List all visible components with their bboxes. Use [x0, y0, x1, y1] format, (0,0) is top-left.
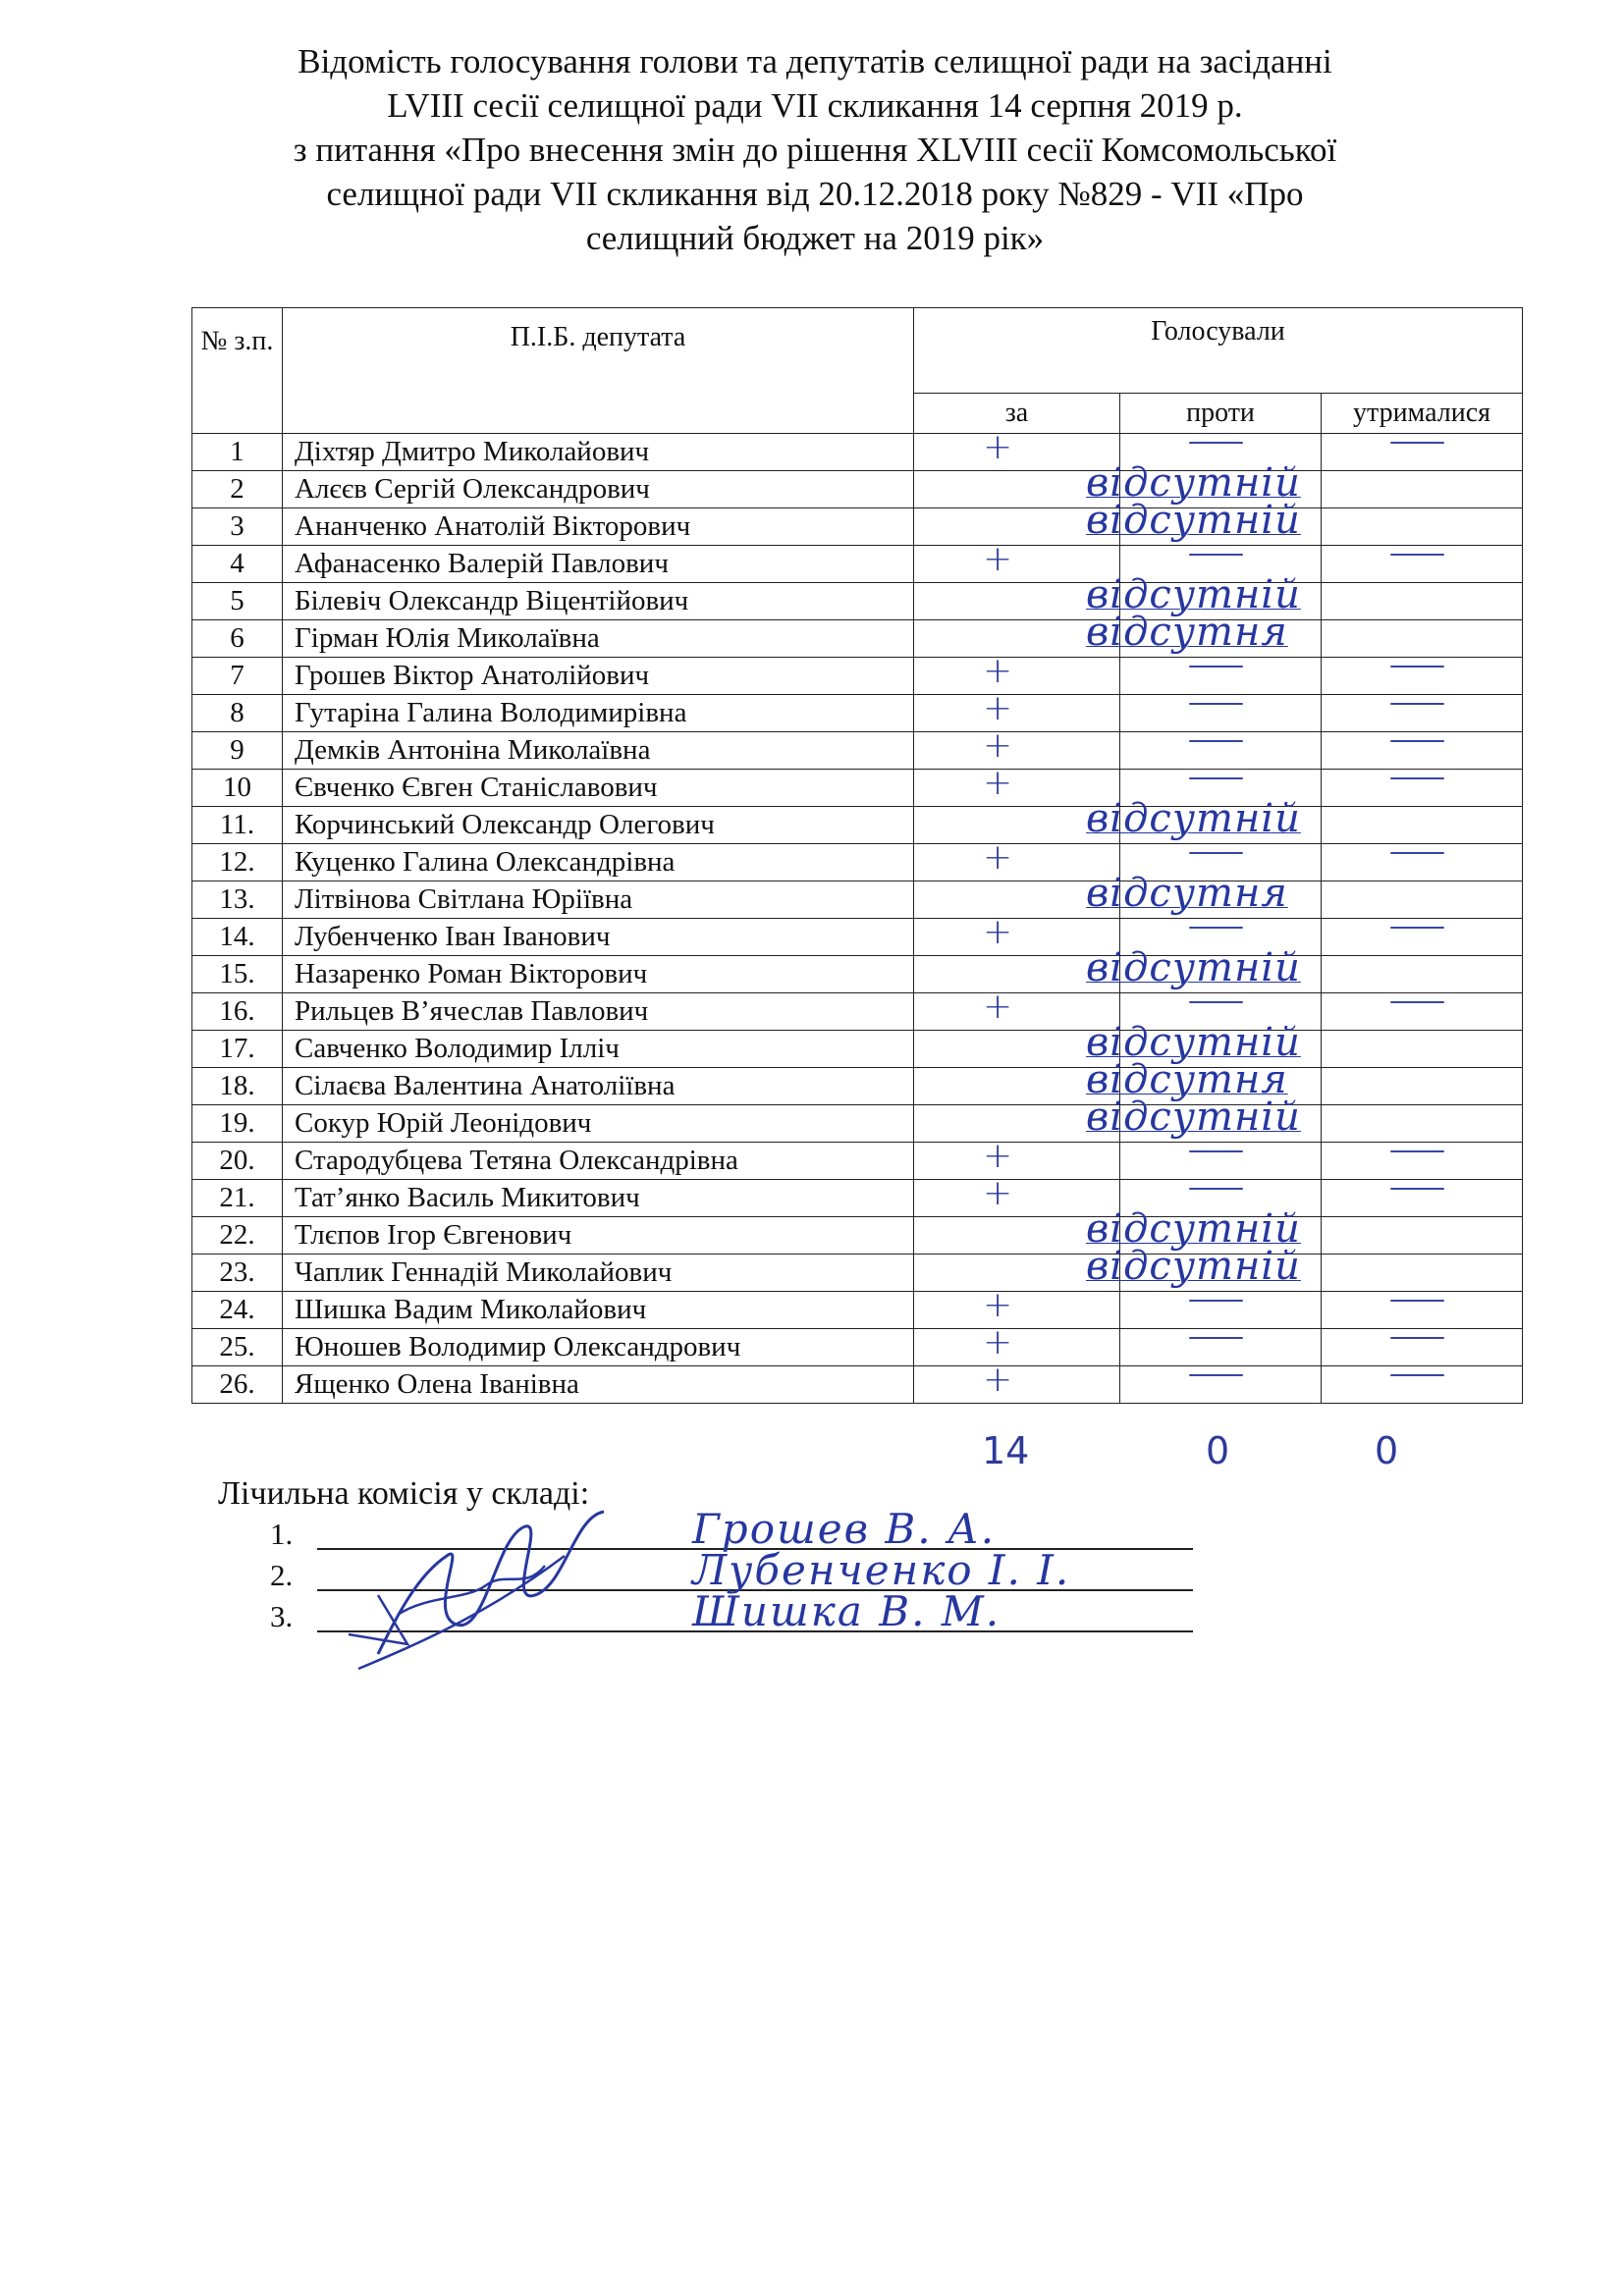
member-signature-name: Лубенченко І. І.	[692, 1546, 1071, 1594]
absent-note: відсутня	[1086, 1057, 1288, 1102]
deputy-name: Юношев Володимир Олександрович	[283, 1329, 914, 1366]
header-abstain: утрималися	[1322, 394, 1523, 434]
absent-note: відсутній	[1086, 498, 1301, 543]
vote-for-cell	[914, 1095, 1301, 1143]
absent-note: відсутній	[1086, 796, 1301, 841]
total-abstain: 0	[1375, 1429, 1399, 1472]
vote-abstain-cell	[1322, 471, 1523, 508]
dash-mark	[1189, 927, 1243, 929]
absent-note: відсутній	[1086, 1020, 1301, 1065]
table-row	[192, 1255, 1523, 1292]
dash-mark	[1390, 703, 1444, 705]
vote-against-cell	[1120, 1329, 1322, 1366]
vote-plus-mark: +	[983, 688, 1013, 728]
absent-note: відсутній	[1086, 572, 1301, 617]
vote-abstain-cell	[1322, 770, 1523, 807]
vote-plus-mark: +	[983, 1322, 1013, 1362]
deputy-name: Алєєв Сергій Олександрович	[283, 471, 914, 508]
member-signature-name: Шишка В. М.	[692, 1587, 1001, 1635]
row-number: 23.	[192, 1255, 283, 1292]
vote-abstain-cell	[1322, 993, 1523, 1031]
vote-for-cell	[914, 1136, 1120, 1180]
row-number: 10	[192, 770, 283, 807]
table-row	[192, 508, 1523, 546]
row-number: 22.	[192, 1217, 283, 1255]
row-number: 11.	[192, 807, 283, 844]
dash-mark	[1189, 442, 1243, 444]
dash-mark	[1390, 740, 1444, 742]
deputy-name: Сілаєва Валентина Анатоліївна	[283, 1068, 914, 1105]
vote-abstain-cell	[1322, 1292, 1523, 1329]
table-row	[192, 1105, 1523, 1143]
table-row	[192, 1180, 1523, 1217]
vote-for-cell	[914, 610, 1288, 658]
dash-mark	[1189, 703, 1243, 705]
row-number: 17.	[192, 1031, 283, 1068]
deputy-name: Корчинський Олександр Олегович	[283, 807, 914, 844]
row-number: 18.	[192, 1068, 283, 1105]
header-against: проти	[1120, 394, 1322, 434]
dash-mark	[1390, 1300, 1444, 1302]
vote-abstain-cell	[1322, 1068, 1523, 1105]
row-number: 3	[192, 508, 283, 546]
table-row	[192, 1143, 1523, 1180]
vote-plus-mark: +	[983, 539, 1013, 579]
member-number: 2.	[270, 1558, 294, 1592]
vote-abstain-cell	[1322, 1329, 1523, 1366]
deputy-name: Грошев Віктор Анатолійович	[283, 658, 914, 695]
vote-against-cell	[1120, 1143, 1322, 1180]
table-row	[192, 695, 1523, 732]
row-number: 15.	[192, 956, 283, 993]
row-number: 5	[192, 583, 283, 620]
deputy-name: Лубенченко Іван Іванович	[283, 919, 914, 956]
vote-abstain-cell	[1322, 1180, 1523, 1217]
deputy-name: Рильцев В’ячеслав Павлович	[283, 993, 914, 1031]
deputy-name: Сокур Юрій Леонідович	[283, 1105, 914, 1143]
header-for: за	[914, 394, 1120, 434]
vote-against-cell	[1120, 881, 1322, 919]
dash-mark	[1390, 852, 1444, 854]
table-row	[192, 807, 1523, 844]
table-row	[192, 919, 1523, 956]
row-number: 16.	[192, 993, 283, 1031]
dash-mark	[1390, 1337, 1444, 1339]
vote-abstain-cell	[1322, 1255, 1523, 1292]
table-row	[192, 956, 1523, 993]
table-row	[192, 1217, 1523, 1255]
table-row	[192, 546, 1523, 583]
dash-mark	[1390, 1188, 1444, 1190]
dash-mark	[1390, 442, 1444, 444]
vote-plus-mark: +	[983, 651, 1013, 691]
vote-abstain-cell	[1322, 583, 1523, 620]
deputy-name: Євченко Євген Станіславович	[283, 770, 914, 807]
row-number: 25.	[192, 1329, 283, 1366]
table-row	[192, 881, 1523, 919]
deputy-name: Шишка Вадим Миколайович	[283, 1292, 914, 1329]
row-number: 7	[192, 658, 283, 695]
vote-against-cell	[1120, 508, 1322, 546]
document-title	[187, 39, 1443, 260]
table-row	[192, 1366, 1523, 1404]
vote-against-cell	[1120, 658, 1322, 695]
vote-abstain-cell	[1322, 732, 1523, 770]
vote-against-cell	[1120, 956, 1322, 993]
dash-mark	[1390, 666, 1444, 667]
dash-mark	[1189, 1188, 1243, 1190]
vote-abstain-cell	[1322, 1105, 1523, 1143]
table-row	[192, 583, 1523, 620]
deputy-name: Демків Антоніна Миколаївна	[283, 732, 914, 770]
absent-note: відсутня	[1086, 610, 1288, 655]
vote-abstain-cell	[1322, 695, 1523, 732]
absent-note: відсутній	[1086, 945, 1301, 990]
vote-against-cell	[1120, 1366, 1322, 1404]
vote-against-cell	[1120, 732, 1322, 770]
title-line: Відомість голосування голови та депутатів селищної ради на засіданні	[298, 42, 1332, 80]
absent-note: відсутній	[1086, 1095, 1301, 1140]
vote-for-cell	[914, 871, 1288, 919]
vote-against-cell	[1120, 1292, 1322, 1329]
row-number: 8	[192, 695, 283, 732]
vote-against-cell	[1120, 620, 1322, 658]
vote-plus-mark: +	[983, 837, 1013, 878]
deputy-name: Білевіч Олександр Віцентійович	[283, 583, 914, 620]
dash-mark	[1189, 1374, 1243, 1376]
voting-table	[191, 307, 1523, 1404]
vote-for-cell	[914, 945, 1301, 993]
dash-mark	[1189, 554, 1243, 556]
vote-for-cell	[914, 1285, 1120, 1329]
deputy-name: Назаренко Роман Вікторович	[283, 956, 914, 993]
deputy-name: Тат’янко Василь Микитович	[283, 1180, 914, 1217]
table-row	[192, 770, 1523, 807]
row-number: 13.	[192, 881, 283, 919]
absent-note: відсутній	[1086, 1206, 1301, 1252]
vote-against-cell	[1120, 1255, 1322, 1292]
dash-mark	[1189, 852, 1243, 854]
vote-abstain-cell	[1322, 956, 1523, 993]
absent-note: відсутній	[1086, 460, 1301, 506]
vote-for-cell	[914, 1360, 1120, 1404]
vote-against-cell	[1120, 695, 1322, 732]
vote-abstain-cell	[1322, 844, 1523, 881]
vote-abstain-cell	[1322, 658, 1523, 695]
vote-plus-mark: +	[983, 1173, 1013, 1213]
dash-mark	[1189, 1001, 1243, 1003]
deputy-name: Ананченко Анатолій Вікторович	[283, 508, 914, 546]
table-row	[192, 844, 1523, 881]
deputy-name: Діхтяр Дмитро Миколайович	[283, 434, 914, 471]
vote-against-cell	[1120, 1105, 1322, 1143]
dash-mark	[1189, 1150, 1243, 1152]
title-line: LVIII сесії селищної ради VII скликання 14 серпня 2019 р.	[387, 86, 1243, 125]
total-against: 0	[1206, 1429, 1230, 1472]
deputy-name: Чаплик Геннадій Миколайович	[283, 1255, 914, 1292]
title-line: з питання «Про внесення змін до рішення XLVIII сесії Комсомольської	[293, 131, 1337, 169]
table-row	[192, 1329, 1523, 1366]
row-number: 19.	[192, 1105, 283, 1143]
signature-scribble	[339, 1497, 653, 1683]
deputy-name: Куценко Галина Олександрівна	[283, 844, 914, 881]
vote-abstain-cell	[1322, 1143, 1523, 1180]
member-signature-name: Грошев В. А.	[692, 1505, 997, 1553]
deputy-name: Тлєпов Ігор Євгенович	[283, 1217, 914, 1255]
vote-plus-mark: +	[983, 1285, 1013, 1325]
table-row	[192, 1031, 1523, 1068]
dash-mark	[1189, 777, 1243, 779]
table-row	[192, 434, 1523, 471]
vote-abstain-cell	[1322, 434, 1523, 471]
absent-note: відсутній	[1086, 1244, 1301, 1289]
row-number: 4	[192, 546, 283, 583]
vote-abstain-cell	[1322, 807, 1523, 844]
vote-plus-mark: +	[983, 987, 1013, 1027]
table-row	[192, 1292, 1523, 1329]
vote-plus-mark: +	[983, 763, 1013, 803]
dash-mark	[1390, 927, 1444, 929]
vote-plus-mark: +	[983, 725, 1013, 766]
dash-mark	[1390, 1374, 1444, 1376]
dash-mark	[1189, 666, 1243, 667]
header-voted: Голосували	[914, 308, 1523, 394]
title-line: селищної ради VII скликання від 20.12.2018 року №829 - VII «Про	[326, 175, 1304, 213]
deputy-name: Савченко Володимир Ілліч	[283, 1031, 914, 1068]
vote-for-cell	[914, 651, 1120, 695]
header-number: № з.п.	[192, 308, 283, 434]
deputy-name: Ященко Олена Іванівна	[283, 1366, 914, 1404]
commission-label: Лічильна комісія у складі:	[218, 1475, 590, 1512]
vote-plus-mark: +	[983, 427, 1013, 467]
vote-for-cell	[914, 688, 1120, 732]
vote-plus-mark: +	[983, 1136, 1013, 1176]
total-for: 14	[982, 1429, 1030, 1472]
row-number: 1	[192, 434, 283, 471]
vote-abstain-cell	[1322, 1366, 1523, 1404]
vote-for-cell	[914, 725, 1120, 770]
deputy-name: Літвінова Світлана Юріївна	[283, 881, 914, 919]
table-row	[192, 1068, 1523, 1105]
row-number: 14.	[192, 919, 283, 956]
dash-mark	[1189, 1300, 1243, 1302]
row-number: 20.	[192, 1143, 283, 1180]
vote-plus-mark: +	[983, 1360, 1013, 1400]
vote-abstain-cell	[1322, 919, 1523, 956]
row-number: 12.	[192, 844, 283, 881]
row-number: 26.	[192, 1366, 283, 1404]
vote-abstain-cell	[1322, 881, 1523, 919]
member-number: 3.	[270, 1599, 294, 1633]
row-number: 9	[192, 732, 283, 770]
table-row	[192, 658, 1523, 695]
deputy-name: Стародубцева Тетяна Олександрівна	[283, 1143, 914, 1180]
vote-for-cell	[914, 1322, 1120, 1366]
row-number: 21.	[192, 1180, 283, 1217]
table-row	[192, 993, 1523, 1031]
row-number: 2	[192, 471, 283, 508]
absent-note: відсутня	[1086, 871, 1288, 916]
vote-against-cell	[1120, 807, 1322, 844]
vote-abstain-cell	[1322, 620, 1523, 658]
dash-mark	[1390, 554, 1444, 556]
dash-mark	[1189, 740, 1243, 742]
dash-mark	[1390, 1001, 1444, 1003]
vote-plus-mark: +	[983, 912, 1013, 952]
vote-for-cell	[914, 796, 1301, 844]
vote-for-cell	[914, 498, 1301, 546]
deputy-name: Афанасенко Валерій Павлович	[283, 546, 914, 583]
dash-mark	[1390, 777, 1444, 779]
dash-mark	[1189, 1337, 1243, 1339]
table-row	[192, 732, 1523, 770]
member-number: 1.	[270, 1517, 294, 1551]
vote-for-cell	[914, 1244, 1301, 1292]
deputy-name: Гутаріна Галина Володимирівна	[283, 695, 914, 732]
vote-abstain-cell	[1322, 1217, 1523, 1255]
row-number: 24.	[192, 1292, 283, 1329]
table-row	[192, 471, 1523, 508]
row-number: 6	[192, 620, 283, 658]
table-row	[192, 620, 1523, 658]
table-body	[192, 427, 1523, 1404]
title-line: селищний бюджет на 2019 рік»	[585, 219, 1045, 257]
dash-mark	[1390, 1150, 1444, 1152]
vote-abstain-cell	[1322, 546, 1523, 583]
header-deputy-name: П.І.Б. депутата	[283, 308, 914, 434]
vote-abstain-cell	[1322, 508, 1523, 546]
vote-abstain-cell	[1322, 1031, 1523, 1068]
deputy-name: Гірман Юлія Миколаївна	[283, 620, 914, 658]
